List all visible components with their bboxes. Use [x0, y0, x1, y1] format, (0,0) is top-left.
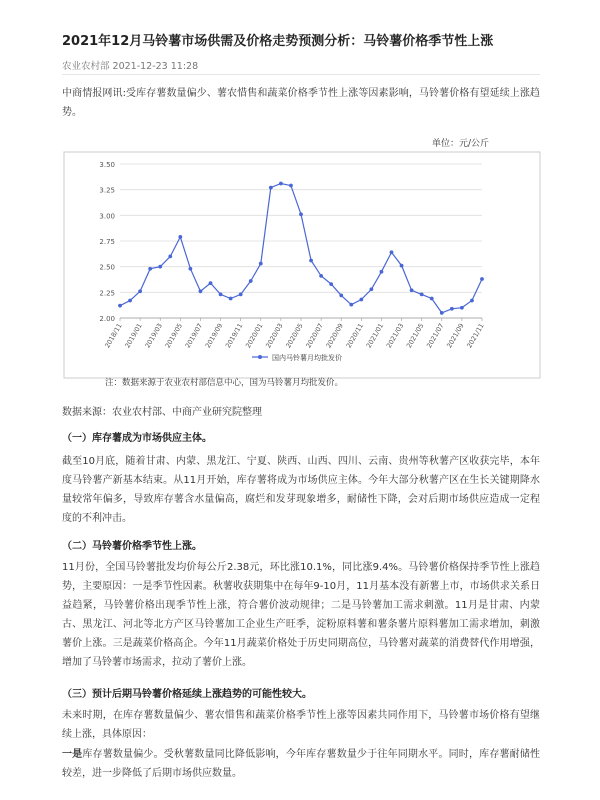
data-point: [279, 182, 283, 186]
lead-paragraph: 中商情报网讯:受库存薯数量偏少、薯农惜售和蔬菜价格季节性上涨等因素影响，马铃薯价格有望延续上涨趋势。: [62, 88, 540, 118]
data-point: [259, 262, 263, 266]
data-point: [178, 235, 182, 239]
section-1-body: 截至10月底，随着甘肃、内蒙、黑龙江、宁夏、陕西、山西、四川、云南、贵州等秋薯产区收获完毕，本年度马铃薯产新基本结束。从11月开始，库存薯将成为市场供应主体。今年大部分秋薯产区在生长关键期降水量较常年偏多，导致库存薯含水量偏高，腐烂和发芽现象增多，耐储性下降，会对后期市场供应造成一定程度的不利冲击。: [62, 456, 540, 524]
data-point: [289, 184, 293, 188]
data-point: [239, 292, 243, 296]
data-point: [380, 270, 384, 274]
data-point: [158, 265, 162, 269]
title-divider: [62, 74, 540, 75]
data-point: [229, 297, 233, 301]
x-tick-label: 2021/07: [425, 322, 446, 350]
data-point: [329, 282, 333, 286]
data-point: [168, 255, 172, 259]
data-point: [269, 186, 273, 190]
data-source: 数据来源：农业农村部、中商产业研究院整理: [62, 407, 262, 418]
y-tick-label: 3.50: [99, 161, 115, 169]
final-paragraph-lead: 一是: [62, 749, 83, 760]
data-point: [450, 307, 454, 311]
x-tick-label: 2019/05: [163, 322, 185, 350]
y-tick-label: 3.00: [99, 212, 115, 221]
data-point: [400, 264, 404, 268]
data-point: [219, 292, 223, 296]
data-point: [148, 267, 152, 271]
x-tick-label: 2021/11: [465, 322, 486, 350]
section-1-heading: （一）库存薯成为市场供应主体。: [62, 433, 212, 444]
article-meta: 农业农村部 2021-12-23 11:28: [62, 61, 199, 72]
data-point: [339, 294, 343, 298]
y-tick-label: 2.00: [99, 315, 115, 323]
data-point: [470, 299, 474, 303]
data-point: [199, 289, 203, 293]
data-point: [128, 299, 132, 303]
data-point: [480, 277, 484, 281]
x-tick-label: 2021/01: [364, 322, 386, 350]
x-tick-label: 2020/07: [304, 322, 325, 350]
data-point: [420, 292, 424, 296]
data-point: [359, 298, 363, 302]
data-point: [319, 274, 323, 278]
y-tick-label: 2.75: [99, 238, 115, 246]
data-point: [299, 212, 303, 216]
section-2-body: 11月份，全国马铃薯批发均价每公斤2.38元，环比涨10.1%，同比涨9.4%。马铃薯价格保持季节性上涨趋势，主要原因：一是季节性因素。秋薯收获期集中在每年9-10月，11月基本没有新薯上市，市场供求关系日益趋紧，马铃薯价格出现季节性上涨，符合薯价波动规律；二是马铃薯加工需求刺激。11月是甘肃、内蒙古、黑龙江、河北等北方产区马铃薯加工企业生产旺季，淀粉原料薯和薯条薯片原料薯加工需求增加，刺激薯价上涨。三是蔬菜价格高企。今年11月蔬菜价格处于历史同期高位，马铃薯对蔬菜的消费替代作用增强，增加了马铃薯市场需求，拉动了薯价上涨。: [62, 562, 540, 668]
series-line: [120, 184, 482, 313]
section-3-body: 未来时期，在库存薯数量偏少、薯农惜售和蔬菜价格季节性上涨等因素共同作用下，马铃薯市场价格有望继续上涨，具体原因：: [62, 710, 540, 740]
final-paragraph-body: 库存薯数量偏少。受秋薯数量同比降低影响，今年库存薯数量少于往年同期水平。同时，库存薯耐储性较差，进一步降低了后期市场供应数量。: [62, 749, 541, 779]
x-tick-label: 2019/07: [183, 322, 205, 350]
article-title: 2021年12月马铃薯市场供需及价格走势预测分析：马铃薯价格季节性上涨: [62, 34, 494, 49]
x-tick-label: 2019/01: [123, 322, 144, 350]
x-tick-label: 2020/11: [344, 322, 366, 350]
x-tick-label: 2019/03: [143, 322, 164, 350]
final-paragraph: [62, 745, 540, 783]
x-tick-label: 2021/09: [445, 322, 466, 350]
x-tick-label: 2019/11: [223, 322, 245, 350]
x-tick-label: 2021/03: [384, 322, 406, 350]
price-line-chart: [62, 150, 542, 380]
data-point: [188, 267, 192, 271]
section-2-heading: （二）马铃薯价格季节性上涨。: [62, 541, 202, 552]
y-tick-label: 3.25: [99, 186, 115, 195]
chart-note: 注：数据来源于农业农村部信息中心，国为马铃薯月均批发价。: [105, 378, 344, 388]
data-point: [309, 259, 313, 263]
data-point: [440, 311, 444, 315]
data-point: [249, 279, 253, 283]
data-point: [369, 287, 373, 291]
y-tick-label: 2.50: [99, 263, 115, 272]
data-point: [390, 250, 394, 254]
data-point: [118, 304, 122, 308]
legend-marker: [258, 355, 262, 359]
data-point: [349, 303, 353, 307]
data-point: [138, 289, 142, 293]
legend-label: 国内马铃薯月均批发价: [272, 354, 342, 362]
data-point: [430, 297, 434, 301]
chart-unit-label: 单位：元/公斤: [432, 139, 490, 149]
x-tick-label: 2020/01: [244, 322, 265, 350]
x-tick-label: 2020/03: [264, 322, 285, 350]
data-point: [410, 288, 414, 292]
x-tick-label: 2021/05: [404, 322, 426, 350]
x-tick-label: 2019/09: [203, 322, 225, 350]
x-tick-label: 2020/09: [324, 322, 345, 350]
x-tick-label: 2020/05: [284, 322, 305, 350]
section-3-heading: （三）预计后期马铃薯价格延续上涨趋势的可能性较大。: [62, 689, 312, 700]
x-tick-label: 2018/11: [103, 322, 124, 350]
y-tick-label: 2.25: [99, 289, 115, 298]
data-point: [460, 306, 464, 310]
data-point: [209, 281, 213, 285]
